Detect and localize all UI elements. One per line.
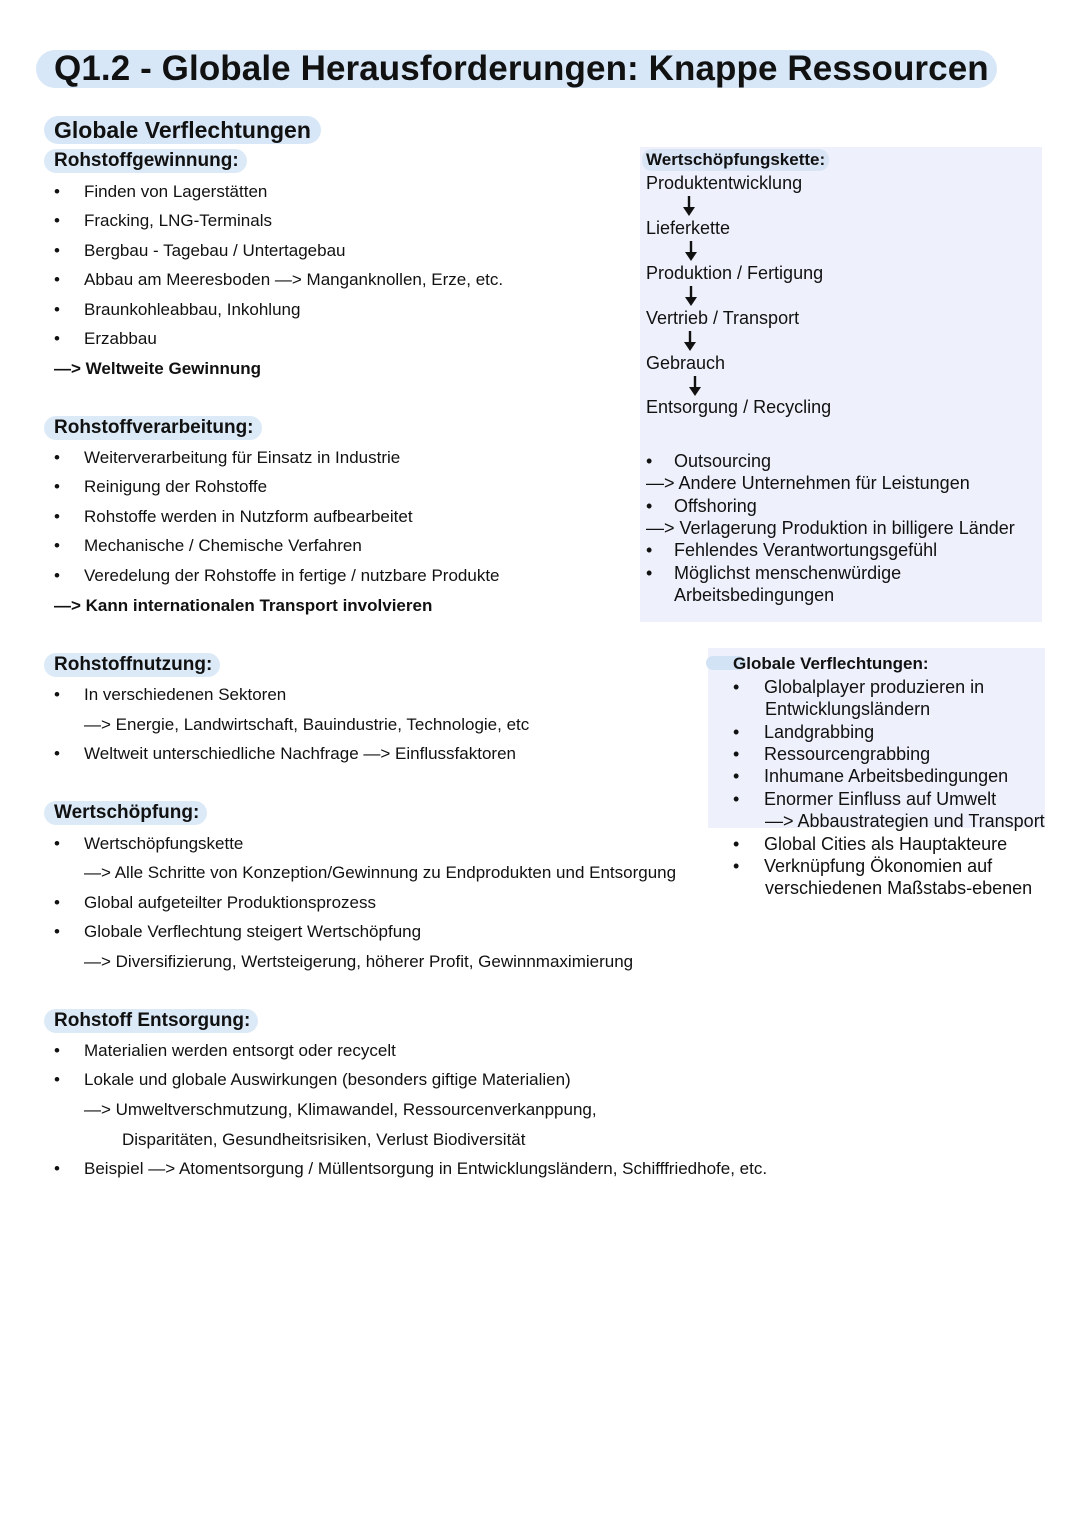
note-item: • Offshoring xyxy=(646,496,757,516)
section-heading: Globale Verflechtungen xyxy=(44,116,321,144)
bullet-icon: • xyxy=(54,329,60,348)
bullet-icon: • xyxy=(733,856,740,876)
list-item: • Weiterverarbeitung für Einsatz in Industrie xyxy=(54,448,401,467)
list-item-continuation: Entwicklungsländern xyxy=(765,699,931,719)
note-item: • Möglichst menschenwürdige xyxy=(646,563,902,583)
bullet-icon: • xyxy=(733,766,740,786)
bullet-icon: • xyxy=(733,722,740,742)
bullet-icon: • xyxy=(54,300,60,319)
bullet-icon: • xyxy=(54,536,60,555)
list-item: • Finden von Lagerstätten xyxy=(54,182,268,201)
bullet-icon: • xyxy=(54,685,60,704)
bullet-icon: • xyxy=(54,211,60,230)
bullet-icon: • xyxy=(54,1041,60,1060)
bullet-icon: • xyxy=(54,241,60,260)
page-title: Q1.2 - Globale Herausforderungen: Knappe Ressourcen xyxy=(36,50,997,88)
heading-wertschoepfung: Wertschöpfung: xyxy=(44,801,207,825)
bullet-icon: • xyxy=(646,563,653,583)
list-item: • Materialien werden entsorgt oder recycelt xyxy=(54,1041,396,1060)
note-item: • Fehlendes Verantwortungsgefühl xyxy=(646,540,938,560)
bullet-icon: • xyxy=(54,507,60,526)
arrow-down-icon xyxy=(684,240,698,262)
bullet-icon: • xyxy=(54,893,60,912)
global-links-heading: Globale Verflechtungen: xyxy=(733,654,929,673)
list-subitem: —> Abbaustrategien und Transport xyxy=(765,811,1045,831)
bullet-icon: • xyxy=(646,496,653,516)
heading-rohstoffverarbeitung: Rohstoffverarbeitung: xyxy=(44,416,262,440)
list-item: • Landgrabbing xyxy=(733,722,875,742)
list-subitem: —> Umweltverschmutzung, Klimawandel, Ressourcenverkanppung, xyxy=(84,1100,597,1119)
bullet-icon: • xyxy=(733,744,740,764)
list-subitem: Disparitäten, Gesundheitsrisiken, Verlust Biodiversität xyxy=(122,1130,526,1149)
conclusion-gewinnung: —> Weltweite Gewinnung xyxy=(54,359,262,378)
bullet-icon: • xyxy=(54,566,60,585)
bullet-icon: • xyxy=(733,677,740,697)
arrow-down-icon xyxy=(682,195,696,217)
list-item: • Fracking, LNG-Terminals xyxy=(54,211,272,230)
list-item: • Beispiel —> Atomentsorgung / Müllentsorgung in Entwicklungsländern, Schifffriedhofe, etc. xyxy=(54,1159,768,1178)
bullet-icon: • xyxy=(54,1159,60,1178)
bullet-icon: • xyxy=(646,451,653,471)
list-item: • In verschiedenen Sektoren xyxy=(54,685,287,704)
bullet-icon: • xyxy=(54,182,60,201)
list-item-continuation: verschiedenen Maßstabs-ebenen xyxy=(765,878,1033,898)
list-item: • Verknüpfung Ökonomien auf xyxy=(733,856,993,876)
bullet-icon: • xyxy=(733,834,740,854)
bullet-icon: • xyxy=(54,448,60,467)
note-item: • Outsourcing xyxy=(646,451,772,471)
list-item: • Bergbau - Tagebau / Untertagebau xyxy=(54,241,346,260)
arrow-down-icon xyxy=(683,330,697,352)
list-item: • Erzabbau xyxy=(54,329,157,348)
list-item: • Wertschöpfungskette xyxy=(54,834,244,853)
list-item: • Lokale und globale Auswirkungen (besonders giftige Materialien) xyxy=(54,1070,571,1089)
note-item-continuation: Arbeitsbedingungen xyxy=(674,585,835,605)
bullet-icon: • xyxy=(54,477,60,496)
list-item: • Globale Verflechtung steigert Wertschöpfung xyxy=(54,922,422,941)
heading-rohstoffgewinnung: Rohstoffgewinnung: xyxy=(44,149,247,173)
chain-step: Gebrauch xyxy=(646,353,726,373)
list-item: • Global aufgeteilter Produktionsprozess xyxy=(54,893,376,912)
heading-rohstoff-entsorgung: Rohstoff Entsorgung: xyxy=(44,1009,258,1033)
list-item: • Abbau am Meeresboden —> Manganknollen, Erze, etc. xyxy=(54,270,504,289)
bullet-icon: • xyxy=(54,922,60,941)
list-subitem: —> Diversifizierung, Wertsteigerung, höherer Profit, Gewinnmaximierung xyxy=(84,952,634,971)
bullet-icon: • xyxy=(733,789,740,809)
list-subitem: —> Energie, Landwirtschaft, Bauindustrie, Technologie, etc xyxy=(84,715,530,734)
list-item: • Rohstoffe werden in Nutzform aufbearbeitet xyxy=(54,507,413,526)
list-item: • Reinigung der Rohstoffe xyxy=(54,477,268,496)
list-item: • Ressourcengrabbing xyxy=(733,744,931,764)
list-item: • Inhumane Arbeitsbedingungen xyxy=(733,766,1009,786)
list-item: • Enormer Einfluss auf Umwelt xyxy=(733,789,997,809)
bullet-icon: • xyxy=(646,540,653,560)
value-chain-heading: Wertschöpfungskette: xyxy=(642,149,829,171)
note-subitem: —> Andere Unternehmen für Leistungen xyxy=(646,473,970,493)
note-subitem: —> Verlagerung Produktion in billigere Länder xyxy=(646,518,1015,538)
bullet-icon: • xyxy=(54,834,60,853)
list-item: • Global Cities als Hauptakteure xyxy=(733,834,1008,854)
list-item: • Globalplayer produzieren in xyxy=(733,677,985,697)
list-item: • Braunkohleabbau, Inkohlung xyxy=(54,300,301,319)
list-item: • Veredelung der Rohstoffe in fertige / nutzbare Produkte xyxy=(54,566,500,585)
list-subitem: —> Alle Schritte von Konzeption/Gewinnung zu Endprodukten und Entsorgung xyxy=(84,863,677,882)
arrow-down-icon xyxy=(688,375,702,397)
chain-step: Vertrieb / Transport xyxy=(646,308,800,328)
bullet-icon: • xyxy=(54,744,60,763)
conclusion-verarbeitung: —> Kann internationalen Transport involvieren xyxy=(54,596,433,615)
chain-step: Entsorgung / Recycling xyxy=(646,397,832,417)
arrow-down-icon xyxy=(684,285,698,307)
chain-step: Produktion / Fertigung xyxy=(646,263,824,283)
list-item: • Mechanische / Chemische Verfahren xyxy=(54,536,362,555)
chain-step: Produktentwicklung xyxy=(646,173,803,193)
bullet-icon: • xyxy=(54,270,60,289)
heading-rohstoffnutzung: Rohstoffnutzung: xyxy=(44,653,220,677)
bullet-icon: • xyxy=(54,1070,60,1089)
list-item: • Weltweit unterschiedliche Nachfrage —> Einflussfaktoren xyxy=(54,744,516,763)
chain-step: Lieferkette xyxy=(646,218,731,238)
